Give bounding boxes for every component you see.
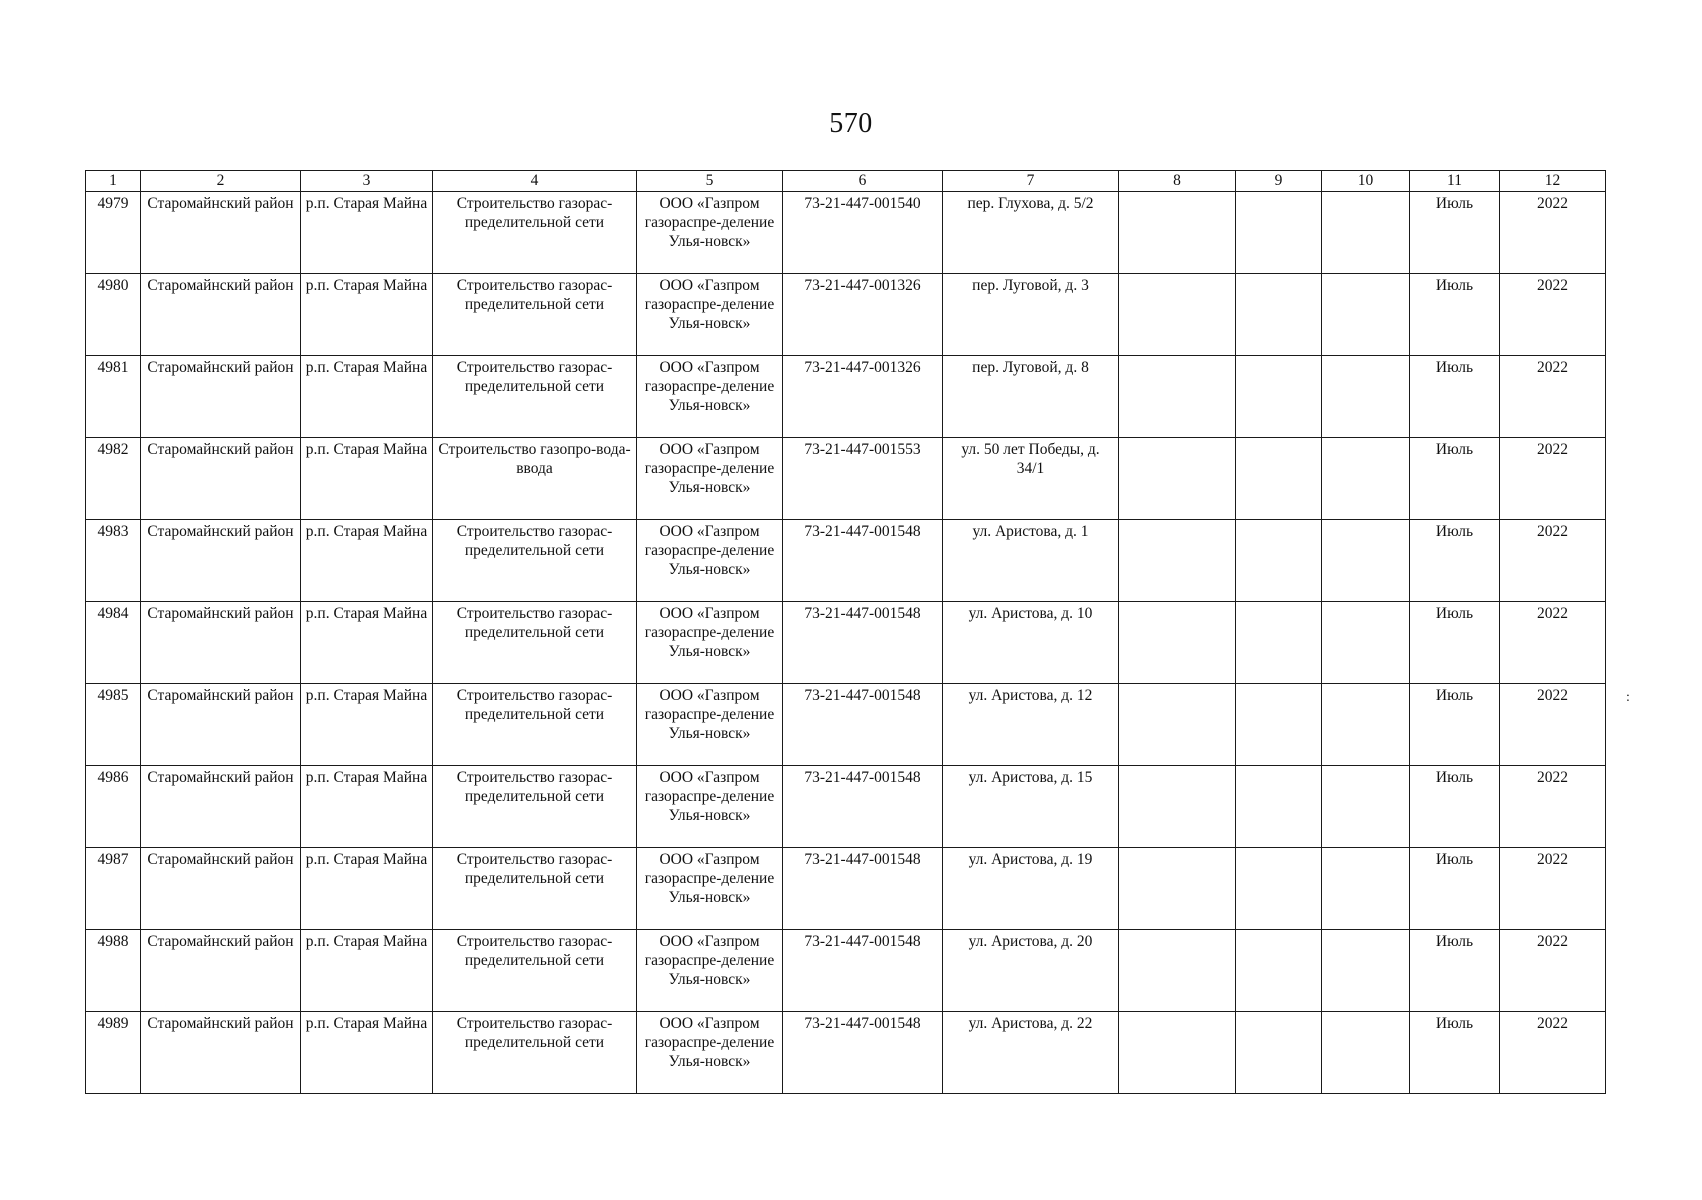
column-9-cell bbox=[1236, 520, 1322, 602]
year-cell: 2022 bbox=[1500, 930, 1606, 1012]
organization-cell: ООО «Газпром газораспре-деление Улья-новск» bbox=[637, 274, 783, 356]
district-cell: Старомайнский район bbox=[141, 766, 301, 848]
month-cell: Июль bbox=[1410, 520, 1500, 602]
table-row bbox=[86, 602, 1606, 684]
year-cell: 2022 bbox=[1500, 274, 1606, 356]
column-9-cell bbox=[1236, 274, 1322, 356]
column-9-cell bbox=[1236, 602, 1322, 684]
row-number: 4984 bbox=[86, 602, 141, 684]
year-cell: 2022 bbox=[1500, 192, 1606, 274]
column-10-cell bbox=[1322, 192, 1410, 274]
column-9-cell bbox=[1236, 848, 1322, 930]
work-type-cell: Строительство газорас-пределительной сети bbox=[433, 766, 637, 848]
cadastral-number-cell: 73-21-447-001540 bbox=[783, 192, 943, 274]
year-cell: 2022 bbox=[1500, 766, 1606, 848]
cadastral-number-cell: 73-21-447-001548 bbox=[783, 766, 943, 848]
table-row bbox=[86, 684, 1606, 766]
address-cell: ул. 50 лет Победы, д. 34/1 bbox=[943, 438, 1119, 520]
locality-cell: р.п. Старая Майна bbox=[301, 684, 433, 766]
column-header-6: 6 bbox=[783, 171, 943, 192]
locality-cell: р.п. Старая Майна bbox=[301, 766, 433, 848]
address-cell: пер. Луговой, д. 8 bbox=[943, 356, 1119, 438]
work-type-cell: Строительство газорас-пределительной сети bbox=[433, 684, 637, 766]
column-8-cell bbox=[1119, 274, 1236, 356]
cadastral-number-cell: 73-21-447-001548 bbox=[783, 602, 943, 684]
table-header bbox=[86, 171, 1606, 192]
month-cell: Июль bbox=[1410, 1012, 1500, 1094]
column-10-cell bbox=[1322, 1012, 1410, 1094]
month-cell: Июль bbox=[1410, 930, 1500, 1012]
year-cell: 2022 bbox=[1500, 356, 1606, 438]
district-cell: Старомайнский район bbox=[141, 274, 301, 356]
row-number: 4986 bbox=[86, 766, 141, 848]
work-type-cell: Строительство газорас-пределительной сети bbox=[433, 602, 637, 684]
column-8-cell bbox=[1119, 438, 1236, 520]
year-cell: 2022 bbox=[1500, 684, 1606, 766]
table-row bbox=[86, 520, 1606, 602]
work-type-cell: Строительство газорас-пределительной сети bbox=[433, 520, 637, 602]
table-body bbox=[86, 192, 1606, 1094]
cadastral-number-cell: 73-21-447-001326 bbox=[783, 274, 943, 356]
month-cell: Июль bbox=[1410, 192, 1500, 274]
column-8-cell bbox=[1119, 684, 1236, 766]
work-type-cell: Строительство газорас-пределительной сети bbox=[433, 848, 637, 930]
locality-cell: р.п. Старая Майна bbox=[301, 356, 433, 438]
margin-mark: : bbox=[1626, 690, 1630, 705]
row-number: 4980 bbox=[86, 274, 141, 356]
column-header-4: 4 bbox=[433, 171, 637, 192]
column-header-7: 7 bbox=[943, 171, 1119, 192]
column-9-cell bbox=[1236, 1012, 1322, 1094]
cadastral-number-cell: 73-21-447-001548 bbox=[783, 684, 943, 766]
table-row bbox=[86, 356, 1606, 438]
register-table bbox=[85, 170, 1606, 1094]
district-cell: Старомайнский район bbox=[141, 848, 301, 930]
column-9-cell bbox=[1236, 930, 1322, 1012]
address-cell: ул. Аристова, д. 12 bbox=[943, 684, 1119, 766]
row-number: 4981 bbox=[86, 356, 141, 438]
organization-cell: ООО «Газпром газораспре-деление Улья-новск» bbox=[637, 192, 783, 274]
locality-cell: р.п. Старая Майна bbox=[301, 274, 433, 356]
address-cell: пер. Глухова, д. 5/2 bbox=[943, 192, 1119, 274]
column-9-cell bbox=[1236, 684, 1322, 766]
locality-cell: р.п. Старая Майна bbox=[301, 602, 433, 684]
column-header-2: 2 bbox=[141, 171, 301, 192]
locality-cell: р.п. Старая Майна bbox=[301, 438, 433, 520]
district-cell: Старомайнский район bbox=[141, 438, 301, 520]
column-8-cell bbox=[1119, 930, 1236, 1012]
work-type-cell: Строительство газорас-пределительной сети bbox=[433, 356, 637, 438]
row-number: 4985 bbox=[86, 684, 141, 766]
organization-cell: ООО «Газпром газораспре-деление Улья-новск» bbox=[637, 848, 783, 930]
column-10-cell bbox=[1322, 848, 1410, 930]
district-cell: Старомайнский район bbox=[141, 930, 301, 1012]
month-cell: Июль bbox=[1410, 848, 1500, 930]
work-type-cell: Строительство газорас-пределительной сети bbox=[433, 192, 637, 274]
column-header-11: 11 bbox=[1410, 171, 1500, 192]
row-number: 4983 bbox=[86, 520, 141, 602]
organization-cell: ООО «Газпром газораспре-деление Улья-новск» bbox=[637, 1012, 783, 1094]
column-header-3: 3 bbox=[301, 171, 433, 192]
column-8-cell bbox=[1119, 192, 1236, 274]
column-9-cell bbox=[1236, 438, 1322, 520]
table-row bbox=[86, 1012, 1606, 1094]
cadastral-number-cell: 73-21-447-001548 bbox=[783, 930, 943, 1012]
organization-cell: ООО «Газпром газораспре-деление Улья-новск» bbox=[637, 766, 783, 848]
column-10-cell bbox=[1322, 356, 1410, 438]
year-cell: 2022 bbox=[1500, 848, 1606, 930]
organization-cell: ООО «Газпром газораспре-деление Улья-новск» bbox=[637, 602, 783, 684]
cadastral-number-cell: 73-21-447-001548 bbox=[783, 1012, 943, 1094]
column-10-cell bbox=[1322, 684, 1410, 766]
row-number: 4989 bbox=[86, 1012, 141, 1094]
column-header-10: 10 bbox=[1322, 171, 1410, 192]
column-10-cell bbox=[1322, 438, 1410, 520]
work-type-cell: Строительство газорас-пределительной сети bbox=[433, 930, 637, 1012]
column-8-cell bbox=[1119, 356, 1236, 438]
column-9-cell bbox=[1236, 766, 1322, 848]
district-cell: Старомайнский район bbox=[141, 520, 301, 602]
table-row bbox=[86, 848, 1606, 930]
year-cell: 2022 bbox=[1500, 520, 1606, 602]
year-cell: 2022 bbox=[1500, 1012, 1606, 1094]
column-10-cell bbox=[1322, 520, 1410, 602]
column-header-12: 12 bbox=[1500, 171, 1606, 192]
column-9-cell bbox=[1236, 356, 1322, 438]
column-8-cell bbox=[1119, 520, 1236, 602]
column-10-cell bbox=[1322, 602, 1410, 684]
address-cell: ул. Аристова, д. 20 bbox=[943, 930, 1119, 1012]
row-number: 4979 bbox=[86, 192, 141, 274]
locality-cell: р.п. Старая Майна bbox=[301, 930, 433, 1012]
address-cell: ул. Аристова, д. 1 bbox=[943, 520, 1119, 602]
locality-cell: р.п. Старая Майна bbox=[301, 848, 433, 930]
column-header-8: 8 bbox=[1119, 171, 1236, 192]
district-cell: Старомайнский район bbox=[141, 602, 301, 684]
work-type-cell: Строительство газорас-пределительной сети bbox=[433, 274, 637, 356]
column-10-cell bbox=[1322, 930, 1410, 1012]
work-type-cell: Строительство газопро-вода-ввода bbox=[433, 438, 637, 520]
address-cell: пер. Луговой, д. 3 bbox=[943, 274, 1119, 356]
table-row bbox=[86, 438, 1606, 520]
locality-cell: р.п. Старая Майна bbox=[301, 520, 433, 602]
organization-cell: ООО «Газпром газораспре-деление Улья-новск» bbox=[637, 356, 783, 438]
district-cell: Старомайнский район bbox=[141, 1012, 301, 1094]
column-8-cell bbox=[1119, 1012, 1236, 1094]
column-9-cell bbox=[1236, 192, 1322, 274]
column-header-9: 9 bbox=[1236, 171, 1322, 192]
month-cell: Июль bbox=[1410, 274, 1500, 356]
header-row bbox=[86, 171, 1606, 192]
column-10-cell bbox=[1322, 766, 1410, 848]
column-8-cell bbox=[1119, 766, 1236, 848]
organization-cell: ООО «Газпром газораспре-деление Улья-новск» bbox=[637, 520, 783, 602]
district-cell: Старомайнский район bbox=[141, 192, 301, 274]
organization-cell: ООО «Газпром газораспре-деление Улья-новск» bbox=[637, 438, 783, 520]
column-header-1: 1 bbox=[86, 171, 141, 192]
row-number: 4987 bbox=[86, 848, 141, 930]
cadastral-number-cell: 73-21-447-001553 bbox=[783, 438, 943, 520]
table-row bbox=[86, 274, 1606, 356]
table-row bbox=[86, 766, 1606, 848]
row-number: 4988 bbox=[86, 930, 141, 1012]
address-cell: ул. Аристова, д. 10 bbox=[943, 602, 1119, 684]
address-cell: ул. Аристова, д. 19 bbox=[943, 848, 1119, 930]
page-number: 570 bbox=[829, 108, 873, 139]
table-row bbox=[86, 930, 1606, 1012]
year-cell: 2022 bbox=[1500, 602, 1606, 684]
locality-cell: р.п. Старая Майна bbox=[301, 192, 433, 274]
column-8-cell bbox=[1119, 848, 1236, 930]
row-number: 4982 bbox=[86, 438, 141, 520]
district-cell: Старомайнский район bbox=[141, 684, 301, 766]
month-cell: Июль bbox=[1410, 766, 1500, 848]
work-type-cell: Строительство газорас-пределительной сети bbox=[433, 1012, 637, 1094]
column-header-5: 5 bbox=[637, 171, 783, 192]
month-cell: Июль bbox=[1410, 684, 1500, 766]
column-8-cell bbox=[1119, 602, 1236, 684]
cadastral-number-cell: 73-21-447-001326 bbox=[783, 356, 943, 438]
year-cell: 2022 bbox=[1500, 438, 1606, 520]
district-cell: Старомайнский район bbox=[141, 356, 301, 438]
month-cell: Июль bbox=[1410, 602, 1500, 684]
month-cell: Июль bbox=[1410, 356, 1500, 438]
cadastral-number-cell: 73-21-447-001548 bbox=[783, 848, 943, 930]
organization-cell: ООО «Газпром газораспре-деление Улья-новск» bbox=[637, 930, 783, 1012]
cadastral-number-cell: 73-21-447-001548 bbox=[783, 520, 943, 602]
month-cell: Июль bbox=[1410, 438, 1500, 520]
organization-cell: ООО «Газпром газораспре-деление Улья-новск» bbox=[637, 684, 783, 766]
locality-cell: р.п. Старая Майна bbox=[301, 1012, 433, 1094]
column-10-cell bbox=[1322, 274, 1410, 356]
table-row bbox=[86, 192, 1606, 274]
address-cell: ул. Аристова, д. 15 bbox=[943, 766, 1119, 848]
address-cell: ул. Аристова, д. 22 bbox=[943, 1012, 1119, 1094]
